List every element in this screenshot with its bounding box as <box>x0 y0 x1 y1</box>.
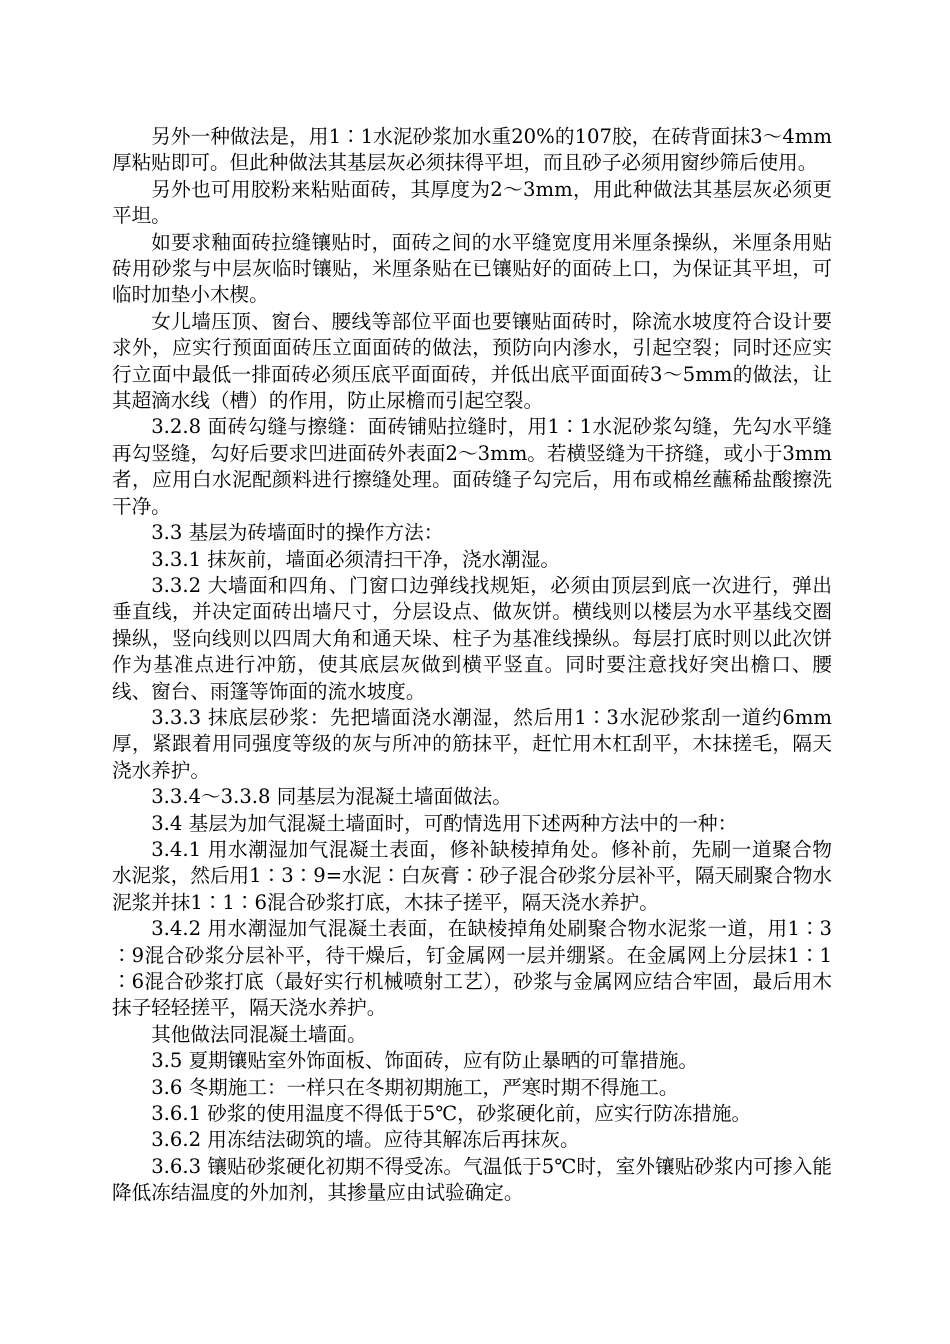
paragraph-rubber-powder: 另外也可用胶粉来粘贴面砖，其厚度为2～3mm，用此种做法其基层灰必须更平坦。 <box>112 177 832 228</box>
paragraph-adhesive-method: 另外一种做法是，用1∶1水泥砂浆加水重20%的107胶，在砖背面抹3～4mm厚粘贴即可。但此种做法其基层灰必须抹得平坦，而且砂子必须用窗纱筛后使用。 <box>112 125 832 175</box>
paragraph-3-4-2: 3.4.2 用水潮湿加气混凝土表面，在缺棱掉角处刷聚合物水泥浆一道，用1∶3∶9混合砂浆分层补平，待干燥后，钉金属网一层并绷紧。在金属网上分层抹1∶1∶6混合砂浆打底（最好实行机械喷射工艺），砂浆与金属网应结合牢固，最后用木抹子轻轻搓平，隔天浇水养护。 <box>112 917 832 1020</box>
paragraph-3-3-1: 3.3.1 抹灰前，墙面必须清扫干净，浇水潮湿。 <box>151 547 560 571</box>
document-body <box>112 124 832 1207</box>
paragraph-parapet-tiling: 女儿墙压顶、窗台、腰线等部位平面也要镶贴面砖时，除流水坡度符合设计要求外，应实行预面面砖压立面面砖的做法，预防向内渗水，引起空裂；同时还应实行立面中最低一排面砖必须压底平面面砖，并低出底平面面砖3～5mm的做法，让其超滴水线（槽）的作用，防止尿檐而引起空裂。 <box>112 309 832 413</box>
paragraph-3-3: 3.3 基层为砖墙面时的操作方法： <box>151 521 444 545</box>
paragraph-3-4-1: 3.4.1 用水潮湿加气混凝土表面，修补缺棱掉角处。修补前，先刷一道聚合物水泥浆，然后用1∶3∶9=水泥∶白灰膏∶砂子混合砂浆分层补平，隔天刷聚合物水泥浆并抹1∶1∶6混合砂浆打底，木抹子搓平，隔天浇水养护。 <box>112 837 833 914</box>
paragraph-3-4: 3.4 基层为加气混凝土墙面时，可酌情选用下述两种方法中的一种： <box>151 811 738 835</box>
paragraph-3-6-3: 3.6.3 镶贴砂浆硬化初期不得受冻。气温低于5℃时，室外镶贴砂浆内可掺入能降低冻结温度的外加剂，其掺量应由试验确定。 <box>112 1154 832 1205</box>
paragraph-joint-spacing: 如要求釉面砖拉缝镶贴时，面砖之间的水平缝宽度用米厘条操纵，米厘条用贴砖用砂浆与中层灰临时镶贴，米厘条贴在已镶贴好的面砖上口，为保证其平坦，可临时加垫小木楔。 <box>112 230 832 307</box>
paragraph-3-3-4-to-8: 3.3.4～3.3.8 同基层为混凝土墙面做法。 <box>151 785 512 809</box>
paragraph-3-5: 3.5 夏期镶贴室外饰面板、饰面砖，应有防止暴晒的可靠措施。 <box>151 1049 699 1073</box>
paragraph-other-methods: 其他做法同混凝土墙面。 <box>151 1022 367 1046</box>
paragraph-3-3-2: 3.3.2 大墙面和四角、门窗口边弹线找规矩，必须由顶层到底一次进行，弹出垂直线，并决定面砖出墙尺寸，分层设点、做灰饼。横线则以楼层为水平基线交圈操纵，竖向线则以四周大角和通天垛、柱子为基准线操纵。每层打底时则以此次饼作为基准点进行冲筋，使其底层灰做到横平竖直。同时要注意找好突出檐口、腰线、窗台、雨篷等饰面的流水坡度。 <box>112 573 832 703</box>
paragraph-3-6-2: 3.6.2 用冻结法砌筑的墙。应待其解冻后再抹灰。 <box>151 1128 580 1152</box>
paragraph-3-3-3: 3.3.3 抹底层砂浆：先把墙面浇水潮湿，然后用1∶3水泥砂浆刮一道约6mm厚，紧跟着用同强度等级的灰与所冲的筋抹平，赶忙用木杠刮平，木抹搓毛，隔天浇水养护。 <box>112 705 832 782</box>
paragraph-3-6-1: 3.6.1 砂浆的使用温度不得低于5℃，砂浆硬化前，应实行防冻措施。 <box>151 1102 752 1126</box>
paragraph-3-6: 3.6 冬期施工：一样只在冬期初期施工，严寒时期不得施工。 <box>151 1075 679 1099</box>
paragraph-3-2-8: 3.2.8 面砖勾缝与擦缝：面砖铺贴拉缝时，用1∶1水泥砂浆勾缝，先勾水平缝再勾竖缝，勾好后要求凹进面砖外表面2～3mm。若横竖缝为干挤缝，或小于3mm者，应用白水泥配颜料进行擦缝处理。面砖缝子勾完后，用布或棉丝蘸稀盐酸擦洗干净。 <box>112 415 832 518</box>
